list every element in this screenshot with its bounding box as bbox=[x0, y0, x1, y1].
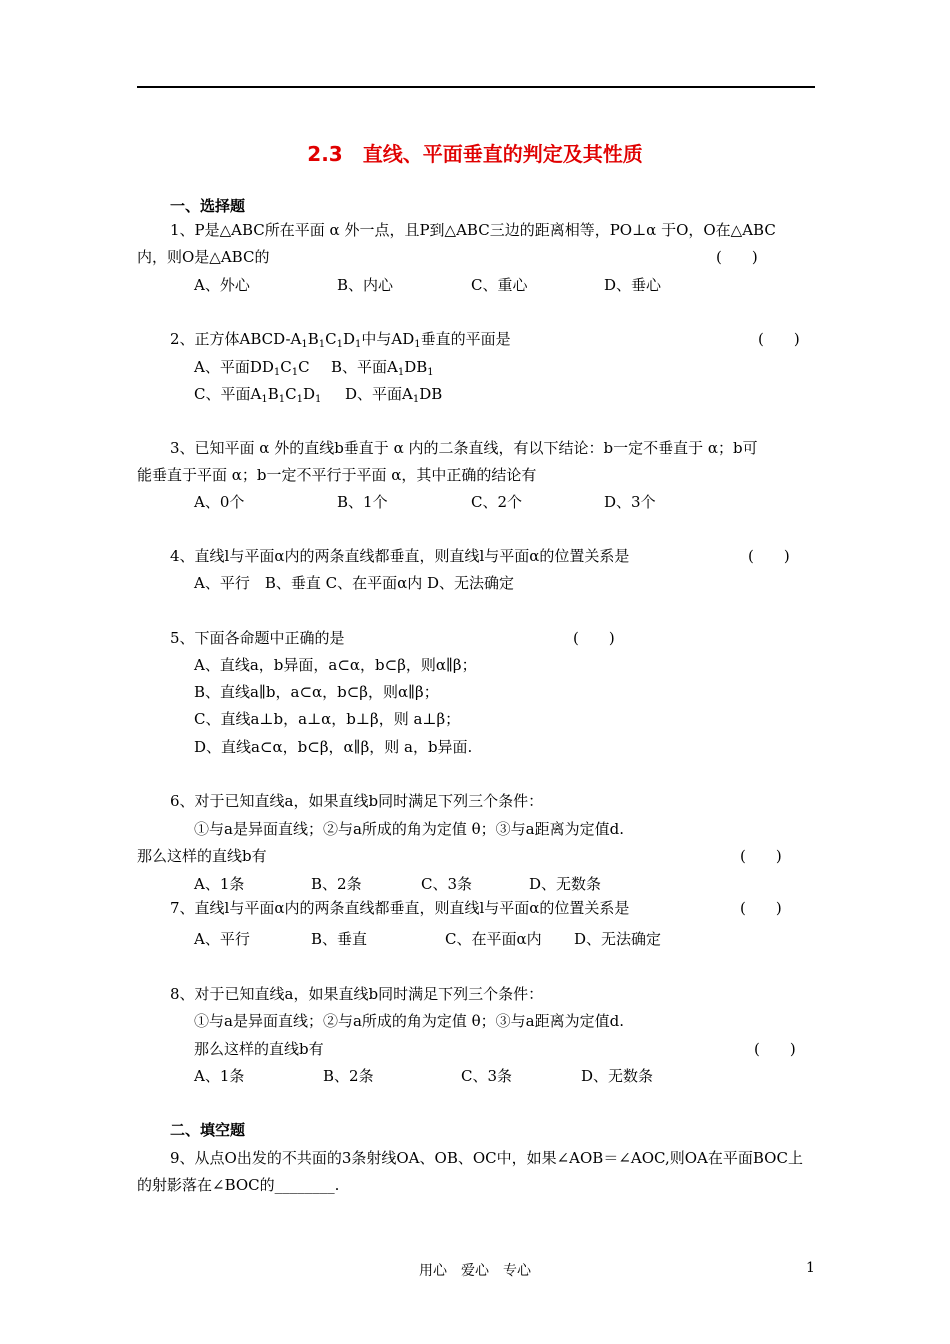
q7-option-b: B、垂直 bbox=[311, 930, 368, 948]
q3-option-c: C、2个 bbox=[471, 493, 523, 511]
q5-option-d: D、直线a⊂α，b⊂β，α∥β，则 a，b异面. bbox=[194, 738, 473, 756]
q3-option-d: D、3个 bbox=[604, 493, 656, 511]
q1-line1: 1、P是△ABC所在平面 α 外一点，且P到△ABC三边的距离相等，PO⊥α 于O，O在△ABC bbox=[170, 221, 776, 239]
q7-answer-paren: ( ) bbox=[740, 899, 782, 917]
q1-option-b: B、内心 bbox=[337, 276, 394, 294]
q6-answer-paren: ( ) bbox=[740, 847, 782, 865]
q8-option-c: C、3条 bbox=[461, 1067, 513, 1085]
q7-option-a: A、平行 bbox=[194, 930, 250, 948]
q2-answer-paren: ( ) bbox=[758, 330, 800, 348]
q4-answer-paren: ( ) bbox=[748, 547, 790, 565]
q8-answer-paren: ( ) bbox=[754, 1040, 796, 1058]
q9-line1: 9、从点O出发的不共面的3条射线OA、OB、OC中，如果∠AOB＝∠AOC,则OA在平面BOC上 bbox=[170, 1149, 803, 1167]
header-rule bbox=[137, 86, 815, 88]
q8-line1: 8、对于已知直线a，如果直线b同时满足下列三个条件： bbox=[170, 985, 544, 1003]
q8-option-d: D、无数条 bbox=[581, 1067, 654, 1085]
q1-option-c: C、重心 bbox=[471, 276, 528, 294]
q7-line1: 7、直线l与平面α内的两条直线都垂直，则直线l与平面α的位置关系是 bbox=[170, 899, 630, 917]
section-heading-choice: 一、选择题 bbox=[170, 197, 246, 215]
q9-line2: 的射影落在∠BOC的________. bbox=[137, 1176, 340, 1194]
q1-option-a: A、外心 bbox=[194, 276, 250, 294]
q5-answer-paren: ( ) bbox=[573, 629, 615, 647]
page-title: 2.3 直线、平面垂直的判定及其性质 bbox=[307, 142, 643, 166]
q6-line3: 那么这样的直线b有 bbox=[137, 847, 267, 865]
section-heading-fill: 二、填空题 bbox=[170, 1121, 246, 1139]
q2-option-d: D、平面$A_1DB$ bbox=[345, 385, 443, 405]
q3-line2: 能垂直于平面 α；b一定不平行于平面 α，其中正确的结论有 bbox=[137, 466, 537, 484]
q8-line3: 那么这样的直线b有 bbox=[194, 1040, 324, 1058]
q4-options: A、平行 B、垂直 C、在平面α内 D、无法确定 bbox=[194, 574, 515, 592]
q1-option-d: D、垂心 bbox=[604, 276, 662, 294]
q3-option-a: A、0个 bbox=[194, 493, 245, 511]
q5-option-c: C、直线a⊥b，a⊥α，b⊥β，则 a⊥β； bbox=[194, 710, 461, 728]
page-footer: 用心 爱心 专心 bbox=[419, 1263, 531, 1279]
q6-option-b: B、2条 bbox=[311, 875, 362, 893]
q1-answer-paren: ( ) bbox=[716, 248, 758, 266]
q6-line1: 6、对于已知直线a，如果直线b同时满足下列三个条件： bbox=[170, 792, 544, 810]
q2-option-c: C、平面$A_1B_1C_1D_1$ bbox=[194, 385, 322, 405]
q3-option-b: B、1个 bbox=[337, 493, 388, 511]
q7-option-c: C、在平面α内 bbox=[445, 930, 542, 948]
q3-line1: 3、已知平面 α 外的直线b垂直于 α 内的二条直线，有以下结论：b一定不垂直于 α；b可 bbox=[170, 439, 758, 457]
q2-option-b: B、平面$A_1DB_1$ bbox=[331, 358, 434, 378]
q7-option-d: D、无法确定 bbox=[574, 930, 662, 948]
q8-line2: ①与a是异面直线；②与a所成的角为定值 θ；③与a距离为定值d. bbox=[194, 1012, 625, 1030]
q5-option-a: A、直线a，b异面，a⊂α，b⊂β，则α∥β； bbox=[194, 656, 477, 674]
q1-line2: 内，则O是△ABC的 bbox=[137, 248, 270, 266]
q6-line2: ①与a是异面直线；②与a所成的角为定值 θ；③与a距离为定值d. bbox=[194, 820, 625, 838]
q8-option-a: A、1条 bbox=[194, 1067, 245, 1085]
q5-option-b: B、直线a∥b，a⊂α，b⊂β，则α∥β； bbox=[194, 683, 439, 701]
q4-line1: 4、直线l与平面α内的两条直线都垂直，则直线l与平面α的位置关系是 bbox=[170, 547, 630, 565]
q6-option-c: C、3条 bbox=[421, 875, 473, 893]
q2-option-a: A、平面$DD_1C_1C$ bbox=[194, 358, 310, 378]
q5-line1: 5、下面各命题中正确的是 bbox=[170, 629, 345, 647]
q8-option-b: B、2条 bbox=[323, 1067, 374, 1085]
q6-option-a: A、1条 bbox=[194, 875, 245, 893]
page-number: 1 bbox=[806, 1260, 815, 1276]
q6-option-d: D、无数条 bbox=[529, 875, 602, 893]
q2-stem: 2、正方体ABCD-$A_1B_1C_1D_1$中与$AD_1$垂直的平面是 bbox=[170, 330, 511, 350]
